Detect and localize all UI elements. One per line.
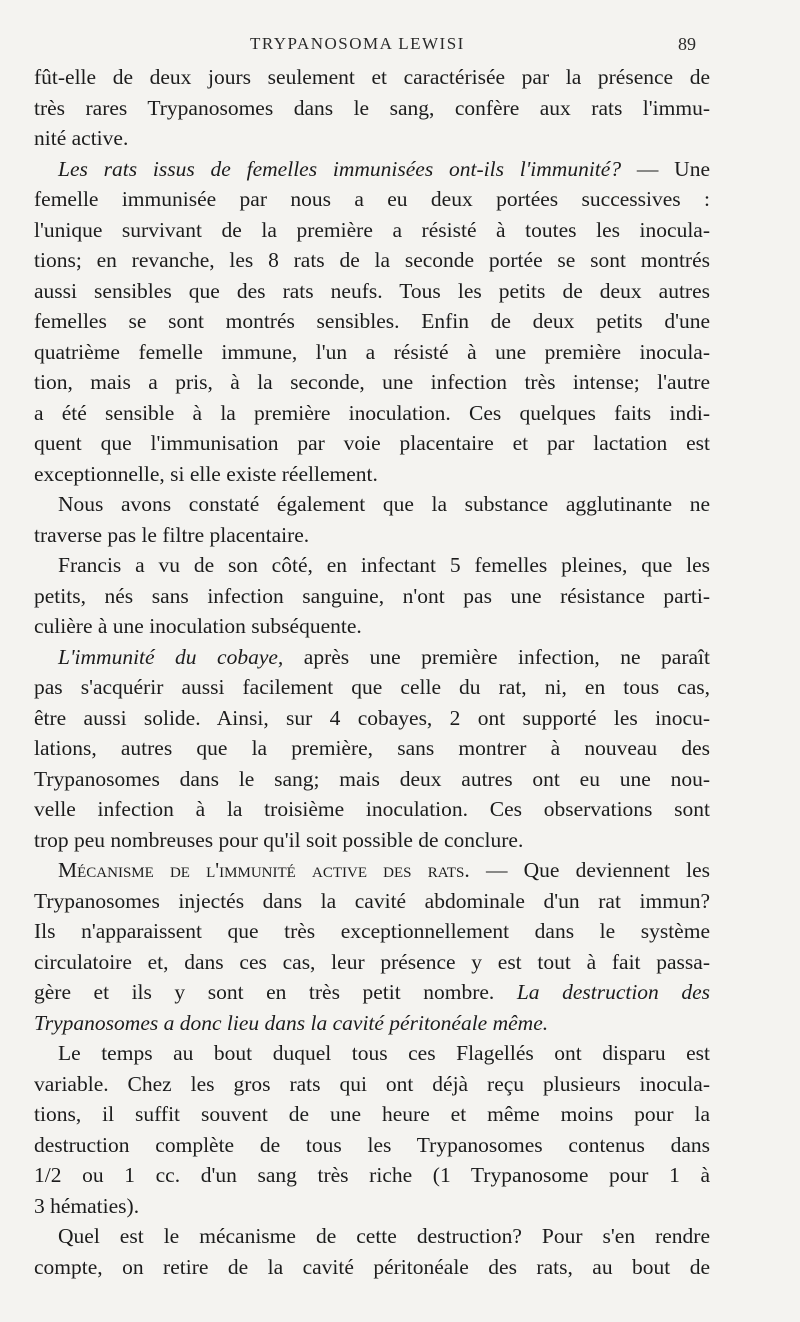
text-line: velle infection à la troisième inoculation. Ces observations sont (34, 797, 710, 821)
text-line: femelles se sont montrés sensibles. Enfin de deux petits d'une (34, 309, 710, 333)
text-line: être aussi solide. Ainsi, sur 4 cobayes, 2 ont supporté les inocu- (34, 705, 710, 730)
text-line: variable. Chez les gros rats qui ont déjà reçu plusieurs inocula- (34, 1071, 710, 1096)
text-line: traverse pas le filtre placentaire. (34, 522, 310, 547)
paragraph-start-line (34, 642, 710, 673)
italic-heading: Les rats issus de femelles immunisées ont-ils l'immunité? (58, 156, 622, 181)
page-header (0, 34, 800, 58)
text-line: fût-elle de deux jours seulement et caractérisée par la présence de (34, 65, 710, 89)
smallcaps-heading: Mécanisme de l'immunité active des rats. (58, 858, 470, 882)
text-line: aussi sensibles que des rats neufs. Tous les petits de deux autres (34, 278, 710, 303)
text-line: Ils n'apparaissent que très exceptionnellement dans le système (34, 919, 710, 943)
text-span: après une première infection, ne paraît (283, 644, 710, 669)
paragraph-start-line (34, 154, 710, 185)
text-line: très rares Trypanosomes dans le sang, confère aux rats l'immu- (34, 95, 710, 120)
italic-heading: L'immunité du cobaye, (58, 644, 284, 669)
text-line (34, 977, 710, 1008)
text-line: femelle immunisée par nous a eu deux portées successives : (34, 187, 710, 211)
text-line: nité active. (34, 126, 129, 150)
page-number: 89 (678, 34, 696, 54)
text-line: exceptionnelle, si elle existe réellement. (34, 461, 378, 486)
text-line: a été sensible à la première inoculation. Ces quelques faits indi- (34, 400, 710, 425)
paragraph-start-line: Le temps au bout duquel tous ces Flagellés ont disparu est (58, 1041, 710, 1065)
text-line: tions, il suffit souvent de une heure et même moins pour la (34, 1102, 710, 1126)
text-span: — Une (621, 156, 710, 181)
text-line: tions; en revanche, les 8 rats de la seconde portée se sont montrés (34, 248, 710, 272)
text-line: petits, nés sans infection sanguine, n'ont pas une résistance parti- (34, 583, 710, 608)
text-line: destruction complète de tous les Trypanosomes contenus dans (34, 1132, 710, 1157)
paragraph-start-line: Francis a vu de son côté, en infectant 5 femelles pleines, que les (58, 553, 710, 577)
text-span: — Que deviennent les (469, 858, 710, 882)
paragraph-start-line: Nous avons constaté également que la substance agglutinante ne (58, 492, 710, 516)
text-line: Trypanosomes injectés dans la cavité abdominale d'un rat immun? (34, 888, 710, 913)
text-line: Trypanosomes dans le sang; mais deux autres ont eu une nou- (34, 766, 710, 791)
running-title: TRYPANOSOMA LEWISI (250, 34, 465, 53)
text-line: tion, mais a pris, à la seconde, une infection très intense; l'autre (34, 370, 710, 394)
text-line: quatrième femelle immune, l'un a résisté à une première inocula- (34, 339, 710, 364)
text-line: 3 hématies). (34, 1193, 140, 1218)
text-line: culière à une inoculation subséquente. (34, 614, 362, 638)
text-line: circulatoire et, dans ces cas, leur présence y est tout à fait passa- (34, 949, 710, 974)
text-line: lations, autres que la première, sans montrer à nouveau des (34, 736, 710, 760)
text-line: 1/2 ou 1 cc. d'un sang très riche (1 Trypanosome pour 1 à (34, 1163, 710, 1187)
text-line: compte, on retire de la cavité péritonéale des rats, au bout de (34, 1254, 710, 1279)
paragraph-start-line (34, 855, 710, 886)
body-text (34, 62, 710, 1282)
paragraph-start-line: Quel est le mécanisme de cette destruction? Pour s'en rendre (58, 1224, 710, 1248)
text-line: quent que l'immunisation par voie placentaire et par lactation est (34, 431, 710, 455)
text-line: Trypanosomes a donc lieu dans la cavité péritonéale même. (34, 1010, 549, 1035)
text-span: gère et ils y sont en très petit nombre. (34, 980, 517, 1004)
text-line: pas s'acquérir aussi facilement que celle du rat, ni, en tous cas, (34, 675, 710, 699)
italic-span: La destruction des (516, 980, 710, 1004)
text-line: trop peu nombreuses pour qu'il soit possible de conclure. (34, 827, 524, 852)
text-line: l'unique survivant de la première a résisté à toutes les inocula- (34, 217, 710, 242)
